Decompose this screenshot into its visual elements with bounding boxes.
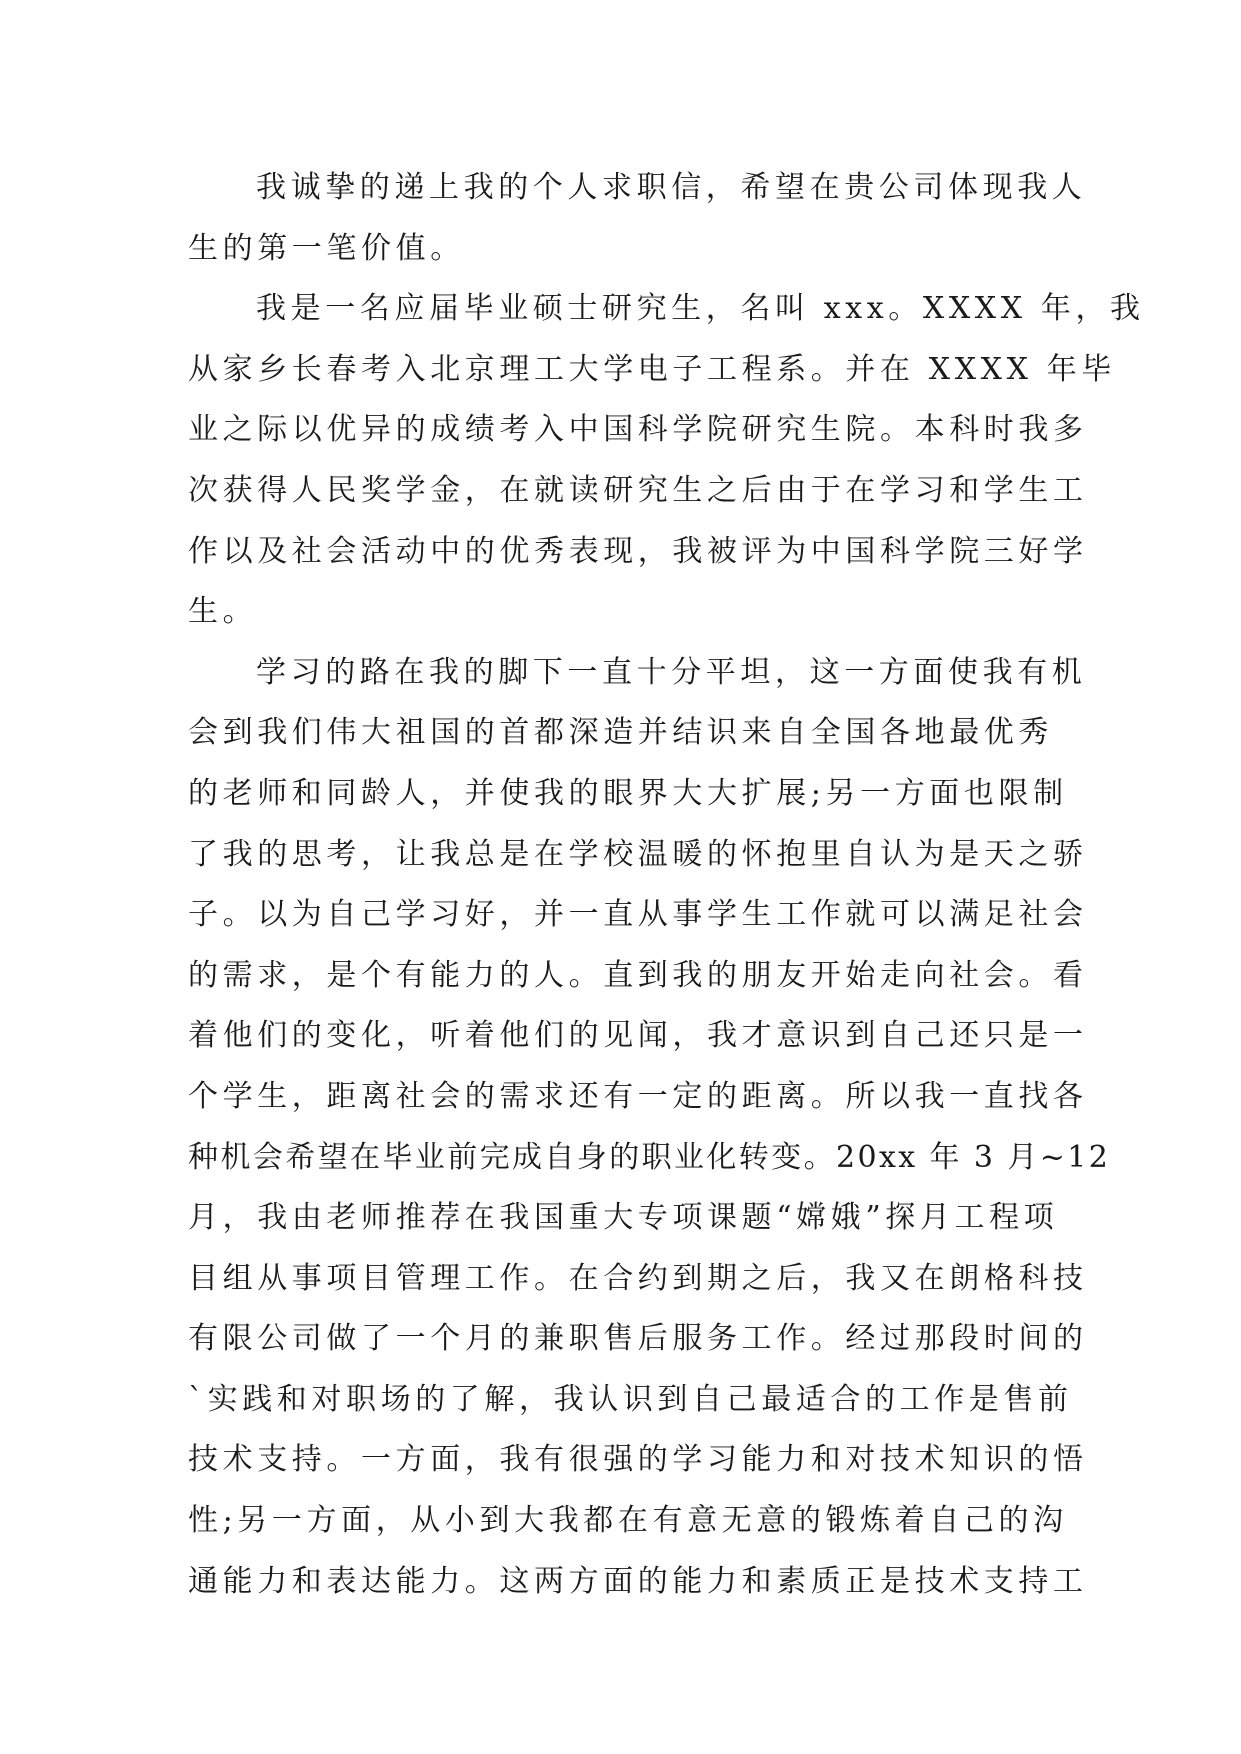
- paragraph-line: 作以及社会活动中的优秀表现，我被评为中国科学院三好学: [188, 533, 1088, 569]
- paragraph-line: 的需求，是个有能力的人。直到我的朋友开始走向社会。看: [188, 957, 1088, 993]
- paragraph-line: 月，我由老师推荐在我国重大专项课题“嫦娥”探月工程项: [188, 1200, 1059, 1236]
- document-body: [188, 158, 1145, 1612]
- paragraph-line: 从家乡长春考入北京理工大学电子工程系。并在 XXXX 年毕: [188, 351, 1116, 387]
- paragraph-line: 会到我们伟大祖国的首都深造并结识来自全国各地最优秀: [188, 715, 1053, 751]
- paragraph-line: 了我的思考，让我总是在学校温暖的怀抱里自认为是天之骄: [188, 836, 1088, 872]
- paragraph-line: 目组从事项目管理工作。在合约到期之后，我又在朗格科技: [188, 1260, 1088, 1296]
- paragraph-line: `实践和对职场的了解，我认识到自己最适合的工作是售前: [188, 1381, 1073, 1417]
- paragraph-line: 生的第一笔价值。: [188, 230, 465, 266]
- paragraph-line: 技术支持。一方面，我有很强的学习能力和对技术知识的悟: [188, 1442, 1088, 1478]
- paragraph-line: 通能力和表达能力。这两方面的能力和素质正是技术支持工: [188, 1563, 1088, 1599]
- paragraph-line: 子。以为自己学习好，并一直从事学生工作就可以满足社会: [188, 897, 1088, 933]
- paragraph-line: 种机会希望在毕业前完成自身的职业化转变。20xx 年 3 月~12: [188, 1139, 1111, 1175]
- paragraph-line: 次获得人民奖学金，在就读研究生之后由于在学习和学生工: [188, 472, 1088, 508]
- paragraph-line: 着他们的变化，听着他们的见闻，我才意识到自己还只是一: [188, 1018, 1088, 1054]
- paragraph-line: 学习的路在我的脚下一直十分平坦，这一方面使我有机: [256, 654, 1087, 690]
- paragraph-line: 生。: [188, 594, 258, 630]
- paragraph-line: 的老师和同龄人，并使我的眼界大大扩展;另一方面也限制: [188, 775, 1068, 811]
- paragraph-line: 个学生，距离社会的需求还有一定的距离。所以我一直找各: [188, 1078, 1088, 1114]
- paragraph-line: 性;另一方面，从小到大我都在有意无意的锻炼着自己的沟: [188, 1503, 1068, 1539]
- paragraph-line: 业之际以优异的成绩考入中国科学院研究生院。本科时我多: [188, 412, 1088, 448]
- paragraph-line: 有限公司做了一个月的兼职售后服务工作。经过那段时间的: [188, 1321, 1088, 1357]
- paragraph-line: 我是一名应届毕业硕士研究生，名叫 xxx。XXXX 年，我: [256, 291, 1145, 327]
- paragraph-line: 我诚挚的递上我的个人求职信，希望在贵公司体现我人: [256, 170, 1087, 205]
